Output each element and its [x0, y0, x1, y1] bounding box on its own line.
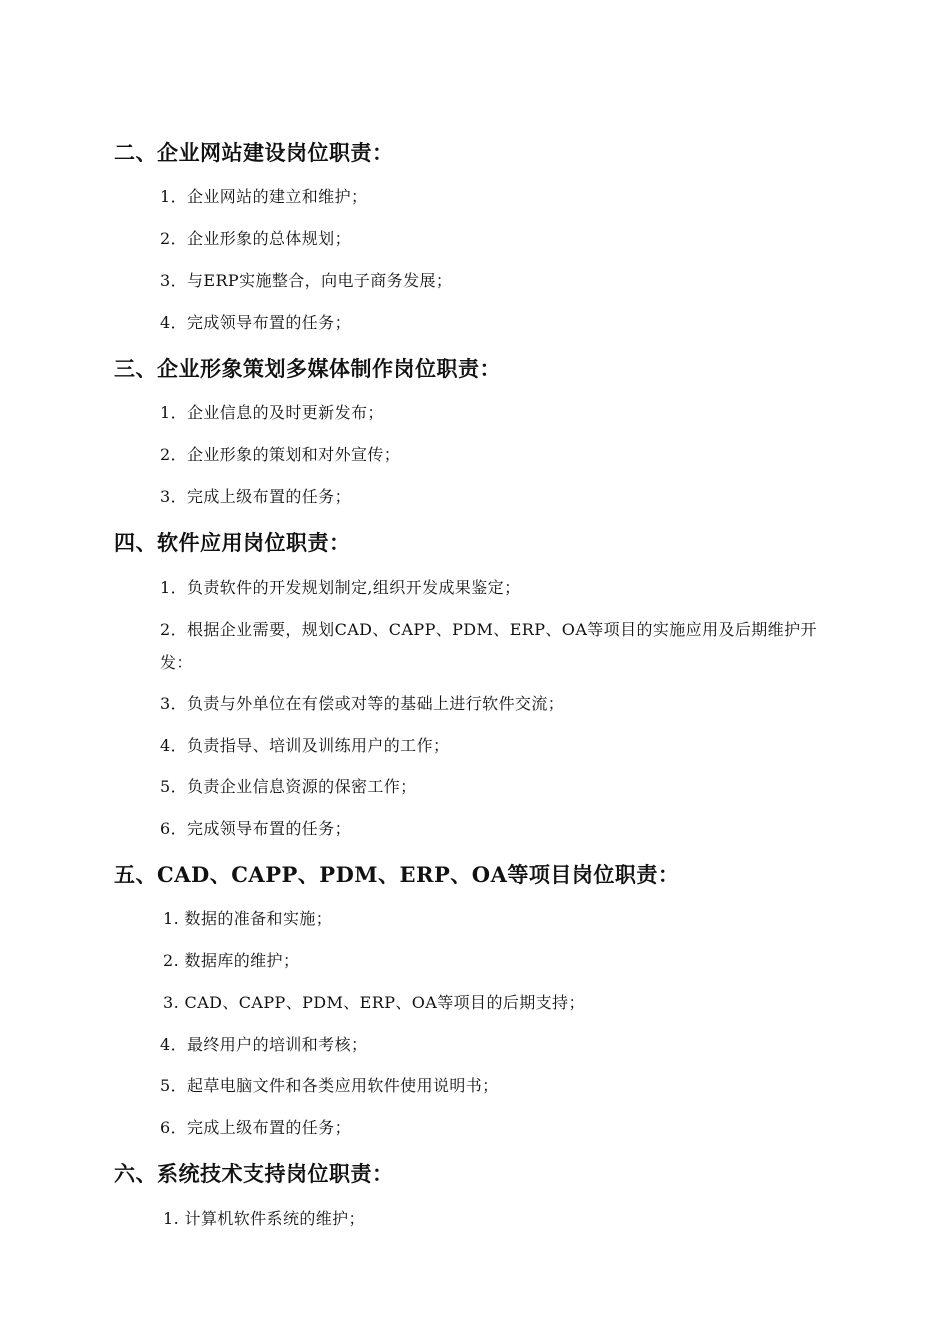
list-item: 5．起草电脑文件和各类应用软件使用说明书； — [160, 1076, 499, 1095]
list-item: 1．企业网站的建立和维护； — [160, 187, 368, 206]
section-heading: 六、系统技术支持岗位职责： — [114, 1161, 394, 1186]
list-item: 3．完成上级布置的任务； — [160, 487, 351, 506]
list-item: 2. 数据库的维护； — [163, 951, 300, 970]
list-item: 1. 数据的准备和实施； — [163, 909, 333, 928]
list-item: 4．完成领导布置的任务； — [160, 313, 351, 332]
section-heading: 二、企业网站建设岗位职责： — [114, 140, 394, 165]
section-heading: 五、CAD、CAPP、PDM、ERP、OA等项目岗位职责： — [114, 862, 680, 887]
list-item: 2．根据企业需要，规划CAD、CAPP、PDM、ERP、OA等项目的实施应用及后期维护开发： — [160, 620, 817, 672]
list-item: 3．与ERP实施整合，向电子商务发展； — [160, 271, 453, 290]
list-item: 4．负责指导、培训及训练用户的工作； — [160, 736, 450, 755]
list-item: 5．负责企业信息资源的保密工作； — [160, 777, 417, 796]
list-item: 1．负责软件的开发规划制定,组织开发成果鉴定； — [160, 578, 521, 597]
section-heading: 四、软件应用岗位职责： — [114, 530, 351, 555]
list-item: 6．完成领导布置的任务； — [160, 819, 351, 838]
section-heading: 三、企业形象策划多媒体制作岗位职责： — [114, 356, 501, 381]
list-item: 1．企业信息的及时更新发布； — [160, 403, 384, 422]
list-item: 2．企业形象的策划和对外宣传； — [160, 445, 401, 464]
list-item: 4．最终用户的培训和考核； — [160, 1035, 368, 1054]
list-item: 3. CAD、CAPP、PDM、ERP、OA等项目的后期支持； — [163, 993, 585, 1012]
list-item: 3．负责与外单位在有偿或对等的基础上进行软件交流； — [160, 694, 565, 713]
list-item: 1. 计算机软件系统的维护； — [163, 1209, 365, 1228]
list-item: 6．完成上级布置的任务； — [160, 1118, 351, 1137]
list-item: 2．企业形象的总体规划； — [160, 229, 351, 248]
